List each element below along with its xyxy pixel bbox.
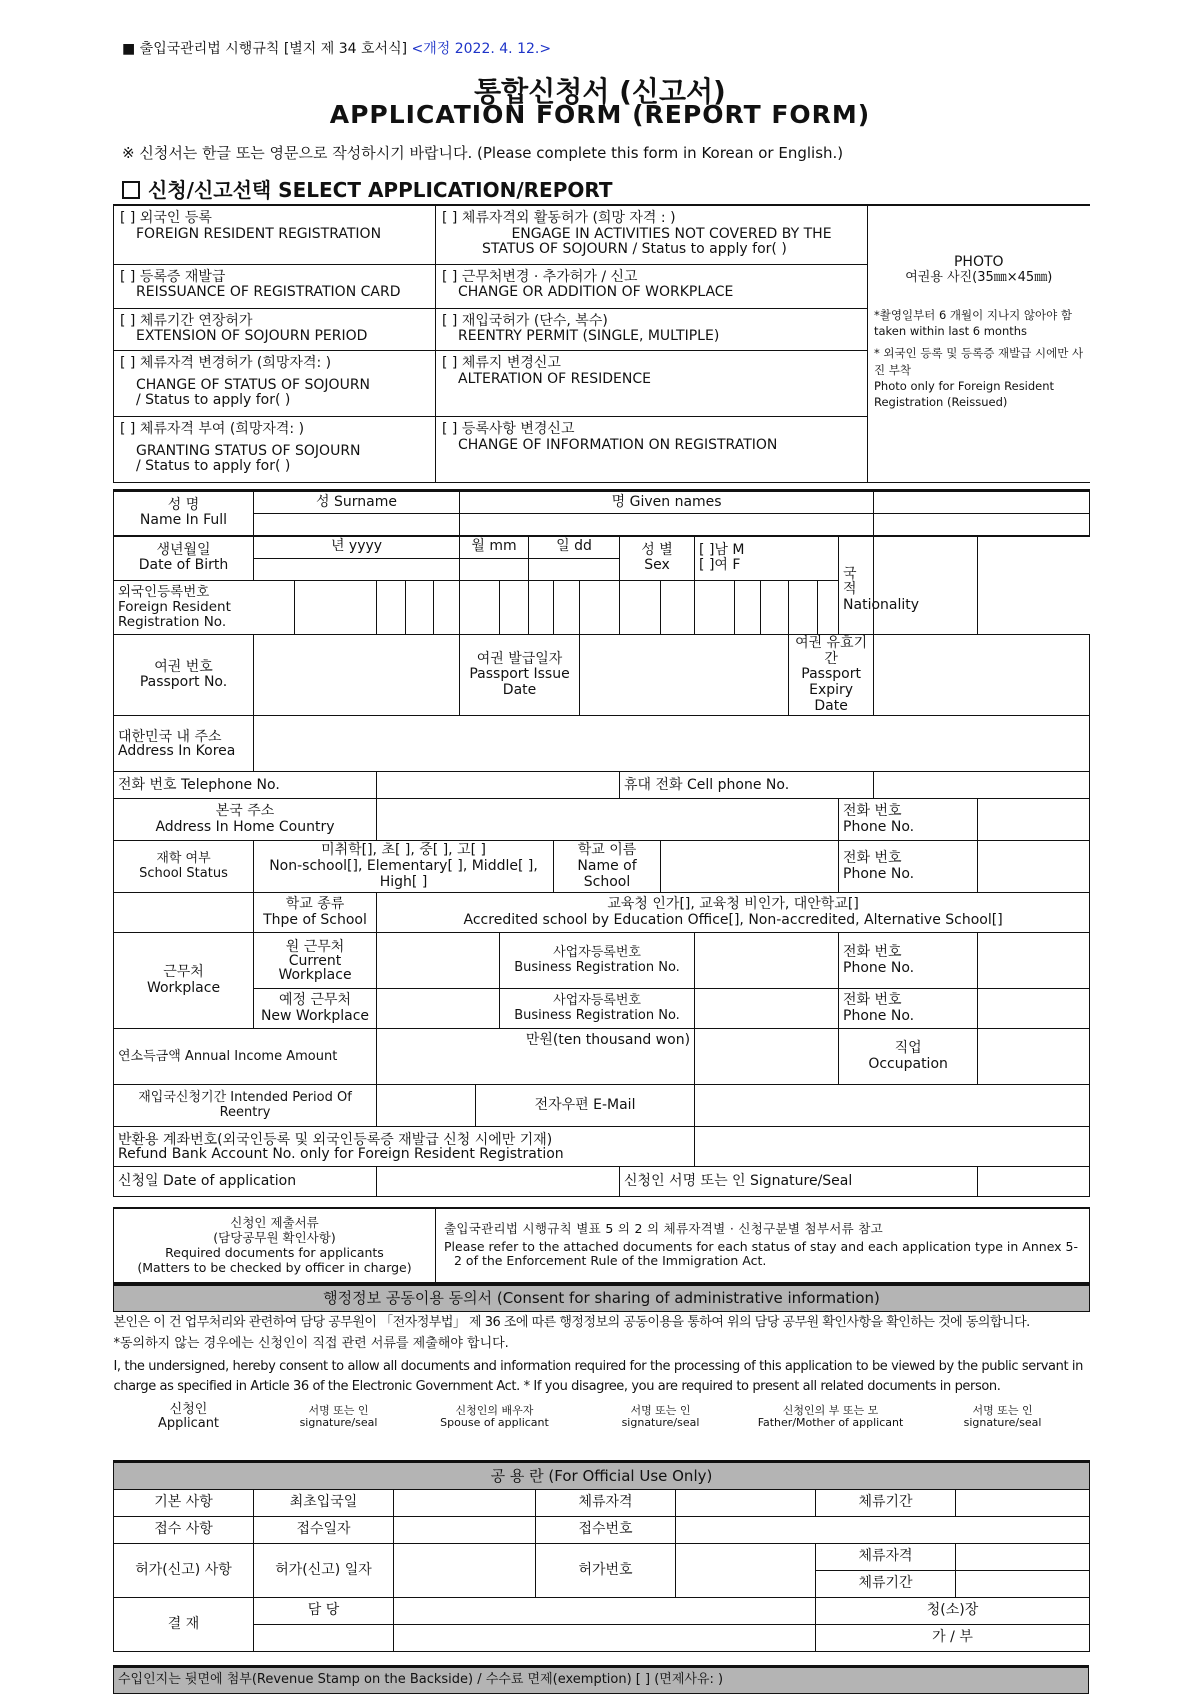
documents-text: 출입국관리법 시행규칙 별표 5 의 2 의 체류자격별 · 신청구분별 첨부서류 참고 Please refer to the attached documents for each status of stay and each application type in Annex 5-2 of the Enforcement Rule of the Immigration Act.: [436, 1208, 1090, 1282]
biz-reg-field[interactable]: [695, 933, 839, 989]
frn-digit[interactable]: [295, 581, 377, 635]
permit-status-label: 체류자격: [816, 1544, 956, 1571]
select-heading: 신청/신고선택 SELECT APPLICATION/REPORT: [122, 174, 613, 203]
income-field[interactable]: 만원(ten thousand won): [377, 1029, 695, 1085]
occupation-field[interactable]: [978, 1029, 1090, 1085]
option-change-information[interactable]: [ ] 등록사항 변경신고 CHANGE OF INFORMATION ON REGISTRATION: [436, 416, 868, 482]
email-field[interactable]: [695, 1085, 1090, 1127]
charge-label: 담 당: [254, 1598, 394, 1625]
official-use-table: [113, 1460, 1090, 1652]
frn-digit[interactable]: [661, 581, 695, 635]
signature-label: 신청인 서명 또는 인 Signature/Seal: [620, 1167, 978, 1197]
frn-digit[interactable]: [735, 581, 761, 635]
documents-label: 신청인 제출서류 (담당공무원 확인사항) Required documents for applicants (Matters to be checked by officer in charge): [114, 1208, 436, 1282]
surname-field[interactable]: [254, 514, 460, 536]
option-alteration-residence[interactable]: [ ] 체류지 변경신고 ALTERATION OF RESIDENCE: [436, 350, 868, 416]
parent-seal[interactable]: 서명 또는 인 signature/seal: [963, 1404, 1042, 1430]
basic-label: 기본 사항: [114, 1490, 254, 1517]
school-status-options[interactable]: 미취학[], 초[ ], 중[ ], 고[ ] Non-school[], Elementary[ ], Middle[ ], High[ ]: [254, 841, 554, 893]
frn-digit[interactable]: [377, 581, 406, 635]
dob-label: 생년월일 Date of Birth: [114, 536, 254, 581]
frn-digit[interactable]: [434, 581, 460, 635]
new-workplace-label: 예정 근무처 New Workplace: [254, 989, 377, 1029]
frn-digit[interactable]: [695, 581, 735, 635]
school-phone-label: 전화 번호 Phone No.: [839, 841, 978, 893]
frn-digit[interactable]: [500, 581, 529, 635]
school-type-label: 학교 종류 Thpe of School: [254, 893, 377, 933]
option-change-status[interactable]: [ ] 체류자격 변경허가 (희망자격: ) CHANGE OF STATUS OF SOJOURN / Status to apply for( ): [114, 350, 436, 416]
date-field[interactable]: [377, 1167, 620, 1197]
nationality-label: 국 적 Nationality: [839, 536, 874, 635]
applicant-info-table: [113, 489, 1090, 1197]
option-change-workplace[interactable]: [ ] 근무처변경 · 추가허가 / 신고 CHANGE OR ADDITION OF WORKPLACE: [436, 264, 868, 308]
surname-label: 성 Surname: [254, 491, 460, 514]
option-extension[interactable]: [ ] 체류기간 연장허가 EXTENSION OF SOJOURN PERIOD: [114, 308, 436, 350]
home-address-field[interactable]: [377, 799, 839, 841]
current-workplace-field[interactable]: [377, 933, 500, 989]
approval-yesno: 가 / 부: [816, 1625, 1090, 1652]
receipt-date-label: 접수일자: [254, 1517, 394, 1544]
school-name-field[interactable]: [661, 841, 839, 893]
receipt-label: 접수 사항: [114, 1517, 254, 1544]
title-english: APPLICATION FORM (REPORT FORM): [329, 100, 871, 129]
frn-digit[interactable]: [529, 581, 554, 635]
revision-date: <개정 2022. 4. 12.>: [411, 41, 552, 57]
workplace-label: 근무처 Workplace: [114, 933, 254, 1029]
telephone-field[interactable]: [377, 772, 620, 799]
given-names-label: 명 Given names: [460, 491, 874, 514]
option-activities-permit[interactable]: [ ] 체류자격외 활동허가 (희망 자격 : ) ENGAGE IN ACTIVITIES NOT COVERED BY THE STATUS OF SOJOURN / Status to apply for( ): [436, 205, 868, 264]
passport-issue-field[interactable]: [580, 635, 789, 716]
address-korea-field[interactable]: [254, 716, 1090, 772]
passport-no-field[interactable]: [254, 635, 460, 716]
rule-text: ■ 출입국관리법 시행규칙 [별지 제 34 호서식]: [122, 41, 408, 57]
address-korea-label: 대한민국 내 주소 Address In Korea: [114, 716, 254, 772]
form-header: [122, 38, 551, 58]
refund-field[interactable]: [695, 1127, 1090, 1167]
school-status-label: 재학 여부 School Status: [114, 841, 254, 893]
language-note: ※ 신청서는 한글 또는 영문으로 작성하시기 바랍니다. (Please complete this form in Korean or English.): [122, 144, 844, 162]
option-reentry[interactable]: [ ] 재입국허가 (단수, 복수) REENTRY PERMIT (SINGLE, MULTIPLE): [436, 308, 868, 350]
first-entry-label: 최초입국일: [254, 1490, 394, 1517]
status-label: 체류자격: [536, 1490, 676, 1517]
frn-label: 외국인등록번호 Foreign Resident Registration No.: [114, 581, 295, 635]
cellphone-field[interactable]: [874, 772, 1090, 799]
application-type-table: [113, 204, 1090, 483]
consent-parent-label: 신청인의 부 또는 모 Father/Mother of applicant: [757, 1404, 904, 1430]
consent-applicant-label: 신청인 Applicant: [157, 1401, 220, 1432]
consent-text-ko: 본인은 이 건 업무처리와 관련하여 담당 공무원이 「전자정부법」 제 36 조에 따른 행정정보의 공동이용을 통하여 위의 담당 공무원 확인사항을 확인하는 것에 동의합니다.: [113, 1315, 1030, 1330]
option-granting-status[interactable]: [ ] 체류자격 부여 (희망자격: ) GRANTING STATUS OF SOJOURN / Status to apply for( ): [114, 416, 436, 482]
home-phone-label: 전화 번호 Phone No.: [839, 799, 978, 841]
given-names-field[interactable]: [460, 514, 874, 536]
new-workplace-field[interactable]: [377, 989, 500, 1029]
reentry-field[interactable]: [377, 1085, 476, 1127]
month-label: 월 mm: [460, 536, 529, 559]
home-address-label: 본국 주소 Address In Home Country: [114, 799, 377, 841]
new-biz-reg-field[interactable]: [695, 989, 839, 1029]
biz-reg-label: 사업자등록번호 Business Registration No.: [500, 933, 695, 989]
option-reissuance[interactable]: [ ] 등록증 재발급 REISSUANCE OF REGISTRATION CARD: [114, 264, 436, 308]
new-workplace-phone-label: 전화 번호 Phone No.: [839, 989, 978, 1029]
permit-period-label: 체류기간: [816, 1571, 956, 1598]
option-foreign-registration[interactable]: [ ] 외국인 등록 FOREIGN RESIDENT REGISTRATION: [114, 205, 436, 264]
permit-label: 허가(신고) 사항: [114, 1544, 254, 1598]
required-documents-table: [113, 1207, 1090, 1283]
chief-label: 청(소)장: [816, 1598, 1090, 1625]
home-phone-field[interactable]: [978, 799, 1090, 841]
receipt-no-label: 접수번호: [536, 1517, 676, 1544]
title-korean: 통합신청서 (신고서): [474, 75, 726, 108]
month-field[interactable]: [460, 559, 529, 581]
workplace-phone-label: 전화 번호 Phone No.: [839, 933, 978, 989]
occupation-label: 직업 Occupation: [839, 1029, 978, 1085]
reentry-label: 재입국신청기간 Intended Period Of Reentry: [114, 1085, 377, 1127]
consent-note-ko: *동의하지 않는 경우에는 신청인이 직접 관련 서류를 제출해야 합니다.: [113, 1335, 509, 1351]
passport-expiry-field[interactable]: [874, 635, 1090, 716]
consent-text-en: I, the undersigned, hereby consent to allow all documents and information required for the processing of this application to be viewed by the public servant in charge as specified in Article 36 of the Electronic Government Act. * If you disagree, you are required to present all related documents in person.: [113, 1359, 1083, 1395]
sex-options[interactable]: [ ]남 M [ ]여 F: [695, 536, 839, 581]
cellphone-label: 휴대 전화 Cell phone No.: [620, 772, 874, 799]
checkbox-icon: [122, 181, 140, 199]
official-heading: 공 용 란 (For Official Use Only): [114, 1462, 1090, 1490]
new-biz-reg-label: 사업자등록번호 Business Registration No.: [500, 989, 695, 1029]
permit-date-label: 허가(신고) 일자: [254, 1544, 394, 1598]
year-field[interactable]: [254, 559, 460, 581]
name-label: 성 명 Name In Full: [114, 491, 254, 536]
sex-label: 성 별 Sex: [620, 536, 695, 581]
permit-no-label: 허가번호: [536, 1544, 676, 1598]
frn-digit[interactable]: [761, 581, 789, 635]
date-label: 신청일 Date of application: [114, 1167, 377, 1197]
refund-label: 반환용 계좌번호(외국인등록 및 외국인등록증 재발급 신청 시에만 기재) Refund Bank Account No. only for Foreign Resident Registration: [114, 1127, 695, 1167]
frn-digit[interactable]: [460, 581, 500, 635]
frn-digit[interactable]: [406, 581, 434, 635]
year-label: 년 yyyy: [254, 536, 460, 559]
new-workplace-phone-field[interactable]: [978, 989, 1090, 1029]
consent-table: [113, 1283, 1090, 1435]
applicant-seal[interactable]: 서명 또는 인 signature/seal: [299, 1404, 378, 1430]
current-workplace-label: 원 근무처 Current Workplace: [254, 933, 377, 989]
passport-expiry-label: 여권 유효기간 Passport Expiry Date: [789, 635, 874, 716]
footer-text: 수입인지는 뒷면에 첨부(Revenue Stamp on the Backside) / 수수료 면제(exemption) [ ] (면제사유: ): [114, 1667, 1089, 1694]
passport-issue-label: 여권 발급일자 Passport Issue Date: [460, 635, 580, 716]
approval-label: 결 재: [114, 1598, 254, 1652]
workplace-phone-field[interactable]: [978, 933, 1090, 989]
day-label: 일 dd: [529, 536, 620, 559]
consent-heading: 행정정보 공동이용 동의서 (Consent for sharing of administrative information): [114, 1285, 1090, 1312]
frn-digit[interactable]: [554, 581, 580, 635]
school-name-label: 학교 이름 Name of School: [554, 841, 661, 893]
income-label: 연소득금액 Annual Income Amount: [114, 1029, 377, 1085]
name-extra: [874, 491, 1090, 514]
email-label: 전자우편 E-Mail: [476, 1085, 695, 1127]
school-phone-field[interactable]: [978, 841, 1090, 893]
passport-no-label: 여권 번호 Passport No.: [114, 635, 254, 716]
signature-field[interactable]: [978, 1167, 1090, 1197]
telephone-label: 전화 번호 Telephone No.: [114, 772, 377, 799]
frn-digit[interactable]: [789, 581, 818, 635]
period-label: 체류기간: [816, 1490, 956, 1517]
consent-spouse-label: 신청인의 배우자 Spouse of applicant: [440, 1404, 549, 1430]
photo-box: PHOTO 여권용 사진(35㎜×45㎜) *촬영일부터 6 개월이 지나지 않아야 함 taken within last 6 months * 외국인 등록 및 등록증 재발급 시에만 사진 부착 Photo only for Foreign Resident Registration (Reissued): [868, 205, 1090, 482]
day-field[interactable]: [529, 559, 620, 581]
footer-table: [113, 1665, 1089, 1694]
spouse-seal[interactable]: 서명 또는 인 signature/seal: [621, 1404, 700, 1430]
frn-digit[interactable]: [580, 581, 620, 635]
nationality-field[interactable]: [874, 536, 978, 635]
frn-digit[interactable]: [620, 581, 661, 635]
school-type-options[interactable]: 교육청 인가[], 교육청 비인가, 대안학교[] Accredited school by Education Office[], Non-accredited, Alternative School[]: [377, 893, 1090, 933]
frn-digit[interactable]: [818, 581, 839, 635]
